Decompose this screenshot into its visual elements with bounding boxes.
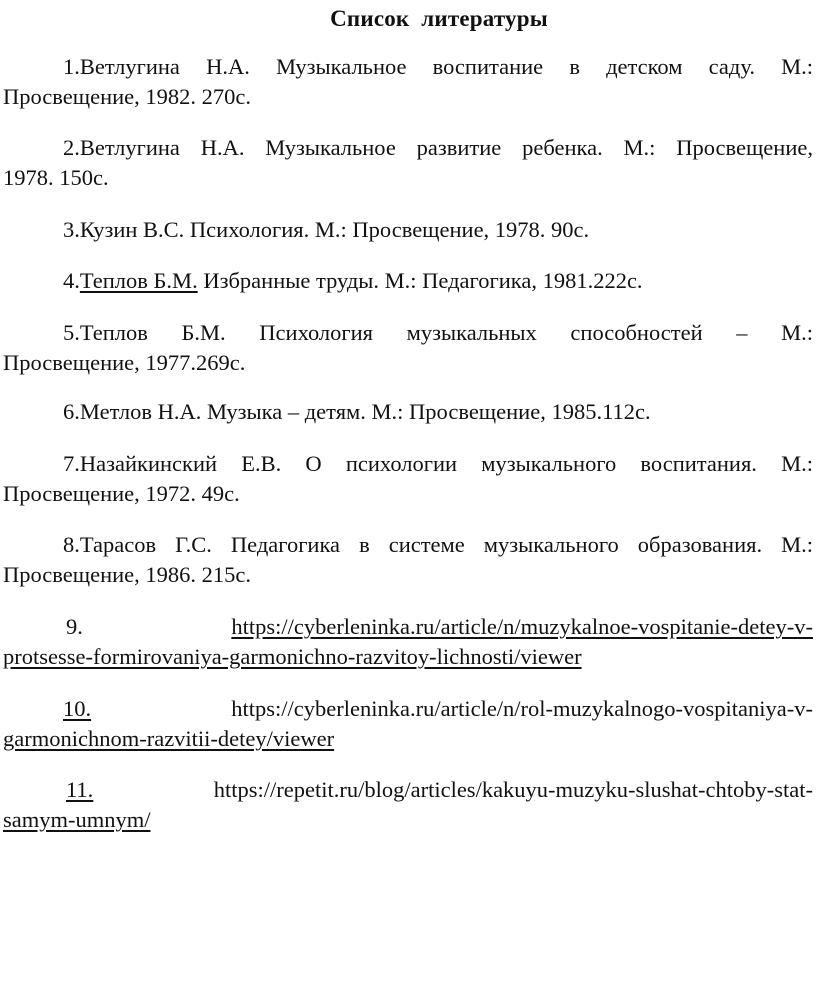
reference-9-link-part-2[interactable]: protsesse-formirovaniya-garmonichno-razvitoy-lichnosti/viewer — [3, 644, 582, 669]
reference-10-line-1[interactable] — [63, 694, 813, 724]
reference-8-line-2: Просвещение, 1986. 215с. — [3, 562, 252, 587]
reference-10-link-part-1[interactable]: https://cyberleninka.ru/article/n/rol-muzykalnogo-vospitaniya-v- — [231, 696, 813, 721]
reference-1-line-2: Просвещение, 1982. 270с. — [3, 84, 252, 109]
reference-4-author-link[interactable]: Теплов Б.М. — [79, 268, 198, 293]
reference-10-number: 10. — [63, 696, 92, 721]
reference-4 — [63, 266, 813, 296]
reference-5-line-2: Просвещение, 1977.269с. — [3, 350, 246, 375]
reference-2-line-2: 1978. 150с. — [3, 165, 109, 190]
reference-11-link-part-1[interactable]: https://repetit.ru/blog/articles/kakuyu-muzyku-slushat-chtoby-stat- — [213, 777, 813, 802]
reference-5-line-1: 5.Теплов Б.М. Психология музыкальных способностей – М.: — [63, 320, 813, 345]
reference-3: 3.Кузин В.С. Психология. М.: Просвещение, 1978. 90с. — [63, 217, 590, 242]
reference-11-number: 11. — [66, 777, 94, 802]
reference-11-line-2 — [3, 805, 813, 835]
reference-4-rest: Избранные труды. М.: Педагогика, 1981.222с. — [197, 268, 643, 293]
reference-9-link-part-1[interactable]: https://cyberleninka.ru/article/n/muzykalnoe-vospitanie-detey-v- — [231, 614, 813, 639]
reference-10-link-part-2[interactable]: garmonichnom-razvitii-detey/viewer — [3, 726, 335, 751]
reference-7-line-1: 7.Назайкинский Е.В. О психологии музыкального воспитания. М.: — [63, 451, 813, 476]
reference-2-line-1: 2.Ветлугина Н.А. Музыкальное развитие ребенка. М.: Просвещение, — [63, 135, 813, 160]
reference-9-number: 9. — [66, 614, 83, 639]
reference-7-line-2: Просвещение, 1972. 49с. — [3, 481, 240, 506]
reference-11-link-part-2[interactable]: samym-umnym/ — [3, 807, 151, 832]
reference-8-line-1: 8.Тарасов Г.С. Педагогика в системе музыкального образования. М.: — [63, 532, 813, 557]
page-title: Список литературы — [330, 6, 548, 31]
reference-9-line-1 — [66, 612, 813, 642]
reference-11-line-1[interactable] — [63, 775, 813, 805]
reference-9-line-2 — [3, 642, 813, 672]
reference-1-line-1: 1.Ветлугина Н.А. Музыкальное воспитание в детском саду. М.: — [63, 54, 813, 79]
reference-10-line-2 — [3, 724, 813, 754]
reference-4-number: 4. — [63, 268, 80, 293]
reference-6: 6.Метлов Н.А. Музыка – детям. М.: Просвещение, 1985.112с. — [63, 399, 651, 424]
